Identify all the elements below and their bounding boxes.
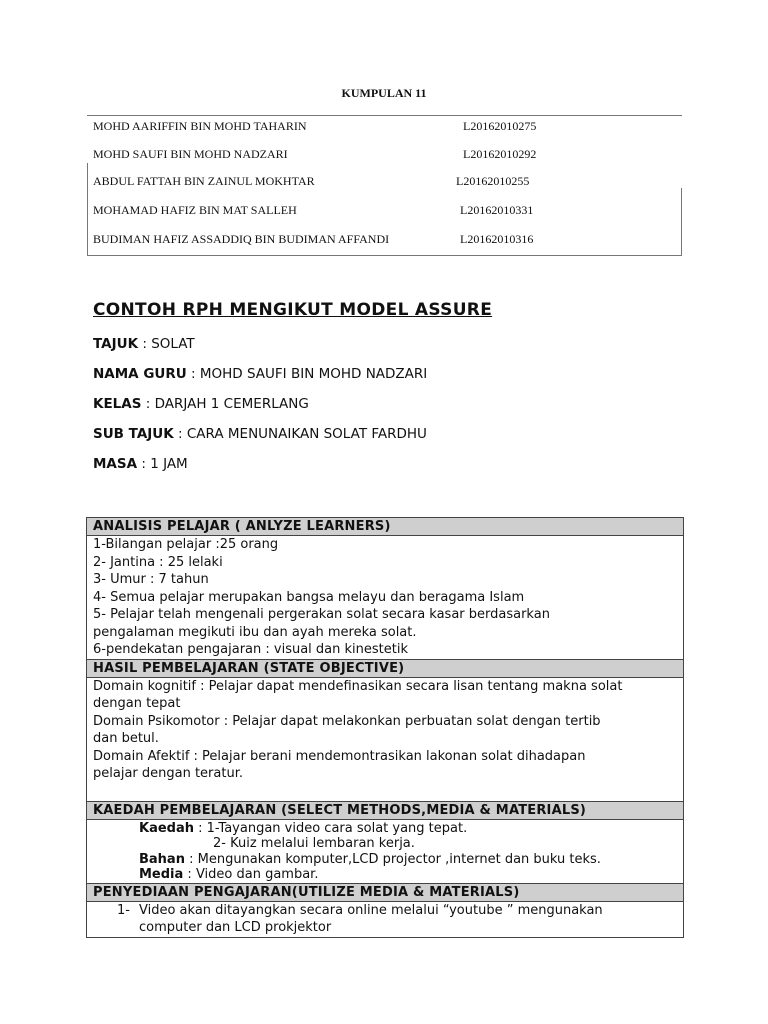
analysis-line: 3- Umur : 7 tahun bbox=[93, 572, 209, 587]
field-label: NAMA GURU bbox=[93, 366, 187, 382]
member-name: MOHD SAUFI BIN MOHD NADZARI bbox=[93, 147, 288, 161]
field-kelas bbox=[93, 396, 309, 412]
objective-line: pelajar dengan teratur. bbox=[93, 766, 243, 781]
analysis-line: 5- Pelajar telah mengenali pergerakan solat secara kasar berdasarkan bbox=[93, 607, 550, 622]
member-row bbox=[93, 119, 307, 134]
bahan-label: Bahan bbox=[139, 851, 185, 867]
member-id: L20162010292 bbox=[463, 147, 537, 161]
media-value: : Video dan gambar. bbox=[183, 867, 319, 882]
field-masa bbox=[93, 456, 188, 472]
member-row bbox=[93, 232, 389, 247]
lesson-plan-table bbox=[86, 517, 684, 938]
analysis-line: 2- Jantina : 25 lelaki bbox=[93, 554, 223, 570]
section-body-methods bbox=[87, 820, 683, 884]
analysis-line: 1-Bilangan pelajar :25 orang bbox=[93, 537, 279, 552]
member-row bbox=[93, 147, 288, 162]
members-table bbox=[87, 115, 682, 256]
media-line bbox=[93, 867, 677, 883]
section-body-objective bbox=[87, 678, 683, 802]
member-name: MOHAMAD HAFIZ BIN MAT SALLEH bbox=[93, 203, 297, 217]
member-name: BUDIMAN HAFIZ ASSADDIQ BIN BUDIMAN AFFANDI bbox=[93, 232, 390, 246]
table-border-right bbox=[681, 188, 682, 255]
analysis-line: 6-pendekatan pengajaran : visual dan kinestetik bbox=[93, 642, 408, 657]
member-id: L20162010316 bbox=[460, 232, 534, 246]
member-name: ABDUL FATTAH BIN ZAINUL MOKHTAR bbox=[93, 174, 315, 188]
section-heading-methods: KAEDAH PEMBELAJARAN (SELECT METHODS,MEDIA & MATERIALS) bbox=[87, 802, 683, 820]
bahan-value: : Mengunakan komputer,LCD projector ,internet dan buku teks. bbox=[184, 851, 601, 867]
item-line: computer dan LCD prokjektor bbox=[139, 920, 332, 935]
objective-line: Domain Psikomotor : Pelajar dapat melakonkan perbuatan solat dengan tertib bbox=[93, 713, 601, 729]
member-row bbox=[93, 203, 297, 218]
bahan-line bbox=[93, 852, 677, 868]
kaedah-line bbox=[93, 821, 677, 837]
kaedah-line-2: 2- Kuiz melalui lembaran kerja. bbox=[213, 836, 415, 851]
field-nama-guru bbox=[93, 366, 427, 382]
member-id: L20162010275 bbox=[463, 119, 537, 133]
field-tajuk bbox=[93, 336, 195, 352]
kaedah-label: Kaedah bbox=[139, 820, 194, 836]
objective-line: Domain kognitif : Pelajar dapat mendefinasikan secara lisan tentang makna solat bbox=[93, 678, 623, 694]
field-label: KELAS bbox=[93, 396, 142, 412]
section-heading-objective: HASIL PEMBELAJARAN (STATE OBJECTIVE) bbox=[87, 660, 683, 678]
item-number: 1- bbox=[117, 902, 130, 918]
field-label: MASA bbox=[93, 456, 138, 472]
member-name: MOHD AARIFFIN BIN MOHD TAHARIN bbox=[93, 119, 307, 133]
field-value: : MOHD SAUFI BIN MOHD NADZARI bbox=[191, 366, 428, 382]
section-body-analysis bbox=[87, 536, 683, 660]
field-value: : SOLAT bbox=[142, 336, 195, 352]
member-row bbox=[93, 174, 315, 189]
member-id: L20162010255 bbox=[456, 174, 530, 188]
field-value: : 1 JAM bbox=[141, 456, 188, 472]
analysis-line: pengalaman megikuti ibu dan ayah mereka solat. bbox=[93, 624, 417, 640]
objective-line: Domain Afektif : Pelajar berani mendemontrasikan lakonan solat dihadapan bbox=[93, 748, 586, 764]
group-title: KUMPULAN 11 bbox=[341, 86, 427, 100]
section-heading-analysis: ANALISIS PELAJAR ( ANLYZE LEARNERS) bbox=[87, 518, 683, 536]
objective-line: dengan tepat bbox=[93, 696, 181, 711]
document-title: CONTOH RPH MENGIKUT MODEL ASSURE bbox=[93, 300, 493, 320]
item-line: Video akan ditayangkan secara online melalui “youtube ” mengunakan bbox=[139, 902, 603, 918]
table-border-left bbox=[87, 163, 88, 255]
kaedah-value: : 1-Tayangan video cara solat yang tepat. bbox=[194, 820, 468, 836]
objective-line: dan betul. bbox=[93, 731, 159, 746]
field-sub-tajuk bbox=[93, 426, 427, 442]
section-heading-utilize: PENYEDIAAN PENGAJARAN(UTILIZE MEDIA & MATERIALS) bbox=[87, 884, 683, 902]
analysis-line: 4- Semua pelajar merupakan bangsa melayu dan beragama Islam bbox=[93, 589, 525, 605]
field-label: SUB TAJUK bbox=[93, 426, 174, 442]
media-label: Media bbox=[139, 867, 184, 882]
field-label: TAJUK bbox=[93, 336, 139, 352]
item-text bbox=[139, 902, 603, 937]
utilize-item bbox=[93, 902, 677, 937]
section-body-utilize bbox=[87, 902, 683, 938]
field-value: : CARA MENUNAIKAN SOLAT FARDHU bbox=[178, 426, 427, 442]
field-value: : DARJAH 1 CEMERLANG bbox=[145, 396, 309, 412]
member-id: L20162010331 bbox=[460, 203, 534, 217]
